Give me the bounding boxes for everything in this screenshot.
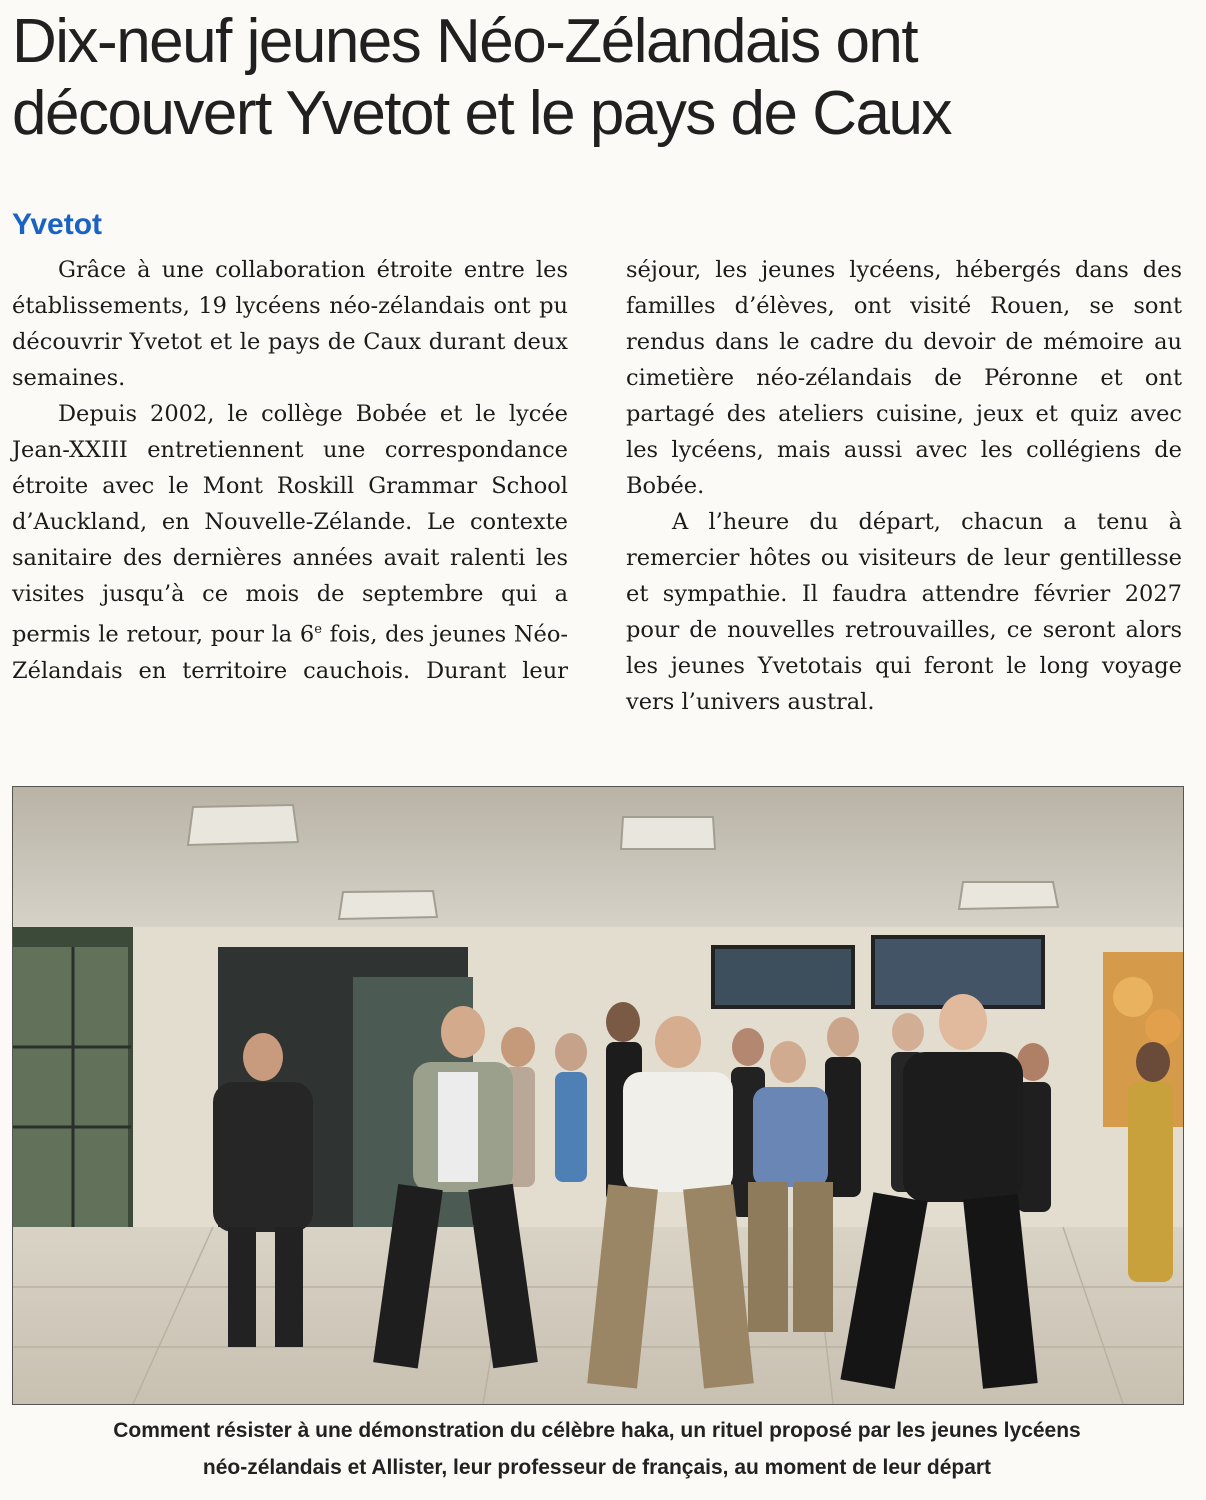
paragraph-1: Grâce à une collaboration étroite entre les établissements, 19 lycéens néo-zélandais ont pu découvrir Yvetot et le pays de Caux durant deux semaines. [12, 257, 568, 391]
article-photo [12, 786, 1184, 1405]
caption-line-1: Comment résister à une démonstration du célèbre haka, un rituel proposé par les jeunes lycéens [113, 1419, 1081, 1442]
paragraph-2-part-1: Depuis 2002, le collège Bobée et le lycée Jean-XXIII entretiennent une correspondance étroite avec le Mont Roskill Grammar School d’Auckland, en Nouvelle-Zélande. Le contexte sanitaire des dernières années avait ralenti les visites jusqu’à ce mois de septembre qui a permis le retour, pour la 6 [12, 401, 568, 648]
headline-line-1: Dix-neuf jeunes Néo-Zélandais ont [12, 7, 918, 76]
ordinal-superscript: e [314, 622, 322, 637]
headline-line-2: découvert Yvetot et le pays de Caux [12, 79, 951, 148]
article-headline [12, 6, 1192, 150]
photo-caption [12, 1412, 1182, 1486]
paragraph-2-part-2: fois, des jeunes Néo-Zélandais en territoire cauchois. Durant leur séjour, les jeunes lycéens, hébergés dans des familles d’élèves, ont visité Rouen, se sont rendus dans le cadre du devoir de mémoire au cimetière néo-zélandais de Péronne et ont partagé des ateliers cuisine, jeux et quiz avec les lycéens, mais aussi avec les collégiens de Bobée. [12, 257, 1182, 684]
paragraph-3: A l’heure du départ, chacun a tenu à remercier hôtes ou visiteurs de leur gentillesse et sympathie. Il faudra attendre février 2027 pour de nouvelles retrouvailles, ce seront alors les jeunes Yvetotais qui feront le long voyage vers l’univers austral. [626, 509, 1182, 715]
haka-photo-illustration [13, 787, 1183, 1404]
ceiling [13, 787, 1183, 937]
wall-screen-left [713, 947, 853, 1007]
article-kicker-location: Yvetot [12, 208, 103, 241]
article-body [12, 252, 1182, 722]
caption-line-2: néo-zélandais et Allister, leur professeur de français, au moment de leur départ [202, 1456, 992, 1479]
